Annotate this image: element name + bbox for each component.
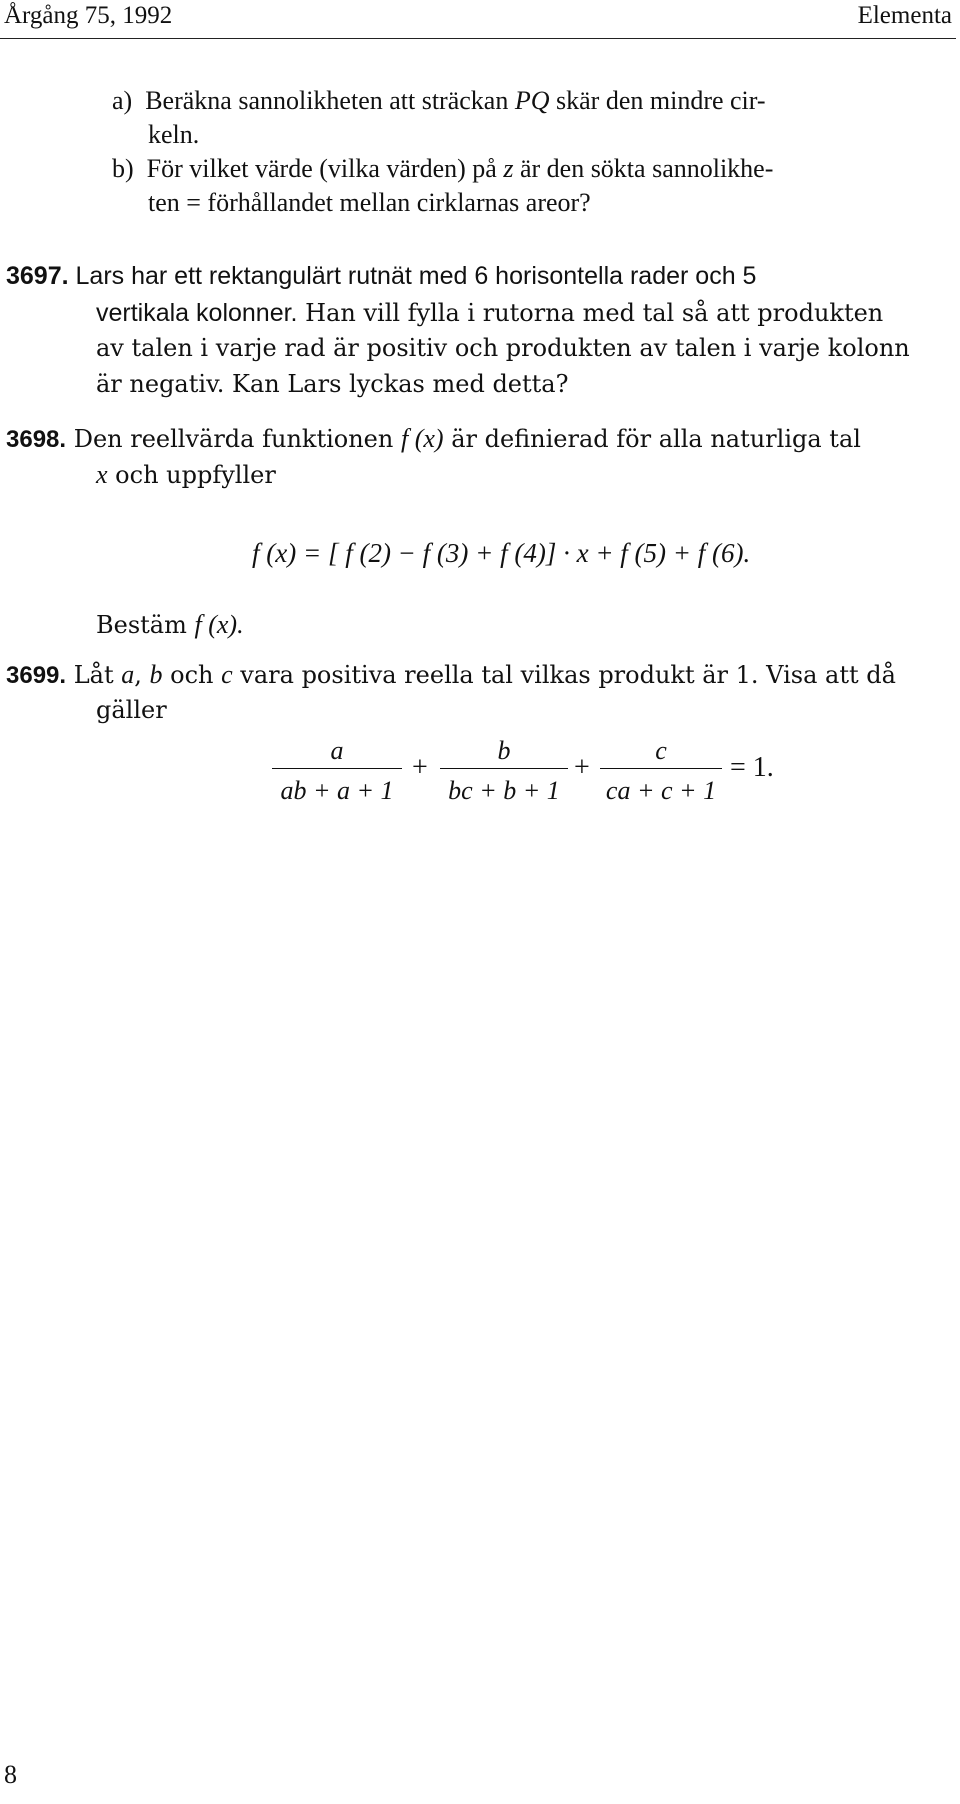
- problem-3698-line1: [6, 424, 861, 454]
- fraction-3: [600, 734, 722, 809]
- subitem-b-text: För vilket värde (vilka värden) på: [146, 154, 504, 183]
- variable-x: x: [96, 460, 108, 489]
- problem-3699-line1: [6, 660, 896, 690]
- fraction-1-denominator: ab + a + 1: [280, 776, 394, 805]
- header-volume: Årgång 75, 1992: [4, 2, 173, 29]
- page-number: 8: [4, 1760, 17, 1789]
- problem-3699-text1-end: vara positiva reella tal vilkas produkt är 1. Visa att då: [232, 661, 896, 689]
- problem-3698-text1-end: är definierad för alla naturliga tal: [443, 425, 861, 453]
- subitem-b-line2: ten = förhållandet mellan cirklarnas areor?: [148, 188, 591, 217]
- segment-pq: PQ: [514, 86, 550, 115]
- variable-c: c: [221, 660, 233, 689]
- subitem-a: [112, 86, 766, 116]
- fraction-2-numerator: b: [497, 736, 511, 765]
- subitem-b: [112, 154, 773, 184]
- problem-3697-line4: är negativ. Kan Lars lyckas med detta?: [96, 370, 569, 398]
- variable-z: z: [503, 154, 514, 183]
- plus-sign-2: +: [574, 752, 590, 783]
- subitem-b-label: b): [112, 154, 134, 183]
- subitem-a-text-end: skär den mindre cir-: [549, 86, 766, 115]
- subitem-a-text: Beräkna sannolikheten att sträckan: [145, 86, 515, 115]
- variable-a: a: [121, 660, 135, 689]
- equals-one: = 1.: [730, 752, 774, 783]
- fraction-2-denominator: bc + b + 1: [448, 776, 560, 805]
- fraction-3-denominator: ca + c + 1: [605, 776, 717, 805]
- problem-3697-text2a: vertikala kolonner.: [96, 299, 298, 327]
- running-header: [0, 0, 956, 39]
- problem-number-3699: 3699.: [6, 662, 67, 689]
- header-journal: Elementa: [857, 2, 952, 29]
- subitem-a-label: a): [112, 86, 133, 115]
- fraction-3-numerator: c: [655, 736, 667, 765]
- comma: ,: [134, 661, 150, 689]
- problem-3697-line3: av talen i varje rad är positiv och produkten av talen i varje kolonn: [96, 334, 910, 362]
- subitem-a-line2: keln.: [148, 120, 200, 149]
- problem-3698-task: [96, 610, 244, 640]
- functional-equation: f (x) = [ f (2) − f (3) + f (4)] · x + f (5) + f (6).: [252, 538, 751, 568]
- function-fx-task: f (x).: [194, 610, 244, 639]
- plus-sign-1: +: [412, 752, 428, 783]
- problem-number-3698: 3698.: [6, 426, 67, 453]
- variable-b: b: [149, 660, 163, 689]
- fraction-1-numerator: a: [330, 736, 344, 765]
- problem-3697-line1: [6, 262, 756, 291]
- problem-3697-line2: [96, 298, 883, 328]
- problem-3698-line2: [96, 460, 276, 490]
- conjunction-och: och: [162, 661, 222, 689]
- problem-3698-text2: och uppfyller: [107, 461, 276, 489]
- fraction-2: [440, 734, 568, 809]
- problem-number-3697: 3697.: [6, 262, 69, 290]
- subitem-b-text-end: är den sökta sannolikhe-: [513, 154, 774, 183]
- problem-3697-text1: Lars har ett rektangulärt rutnät med 6 horisontella rader och 5: [75, 262, 757, 290]
- fraction-1: [272, 734, 402, 809]
- problem-3698-text1: Den reellvärda funktionen: [73, 425, 401, 453]
- function-fx: f (x): [400, 424, 444, 453]
- problem-3699-line2: gäller: [96, 696, 167, 724]
- problem-3697-text2b: Han vill fylla i rutorna med tal så att produkten: [297, 299, 884, 327]
- problem-3698-task-text: Bestäm: [96, 611, 195, 639]
- problem-3699-text1: Låt: [73, 661, 122, 689]
